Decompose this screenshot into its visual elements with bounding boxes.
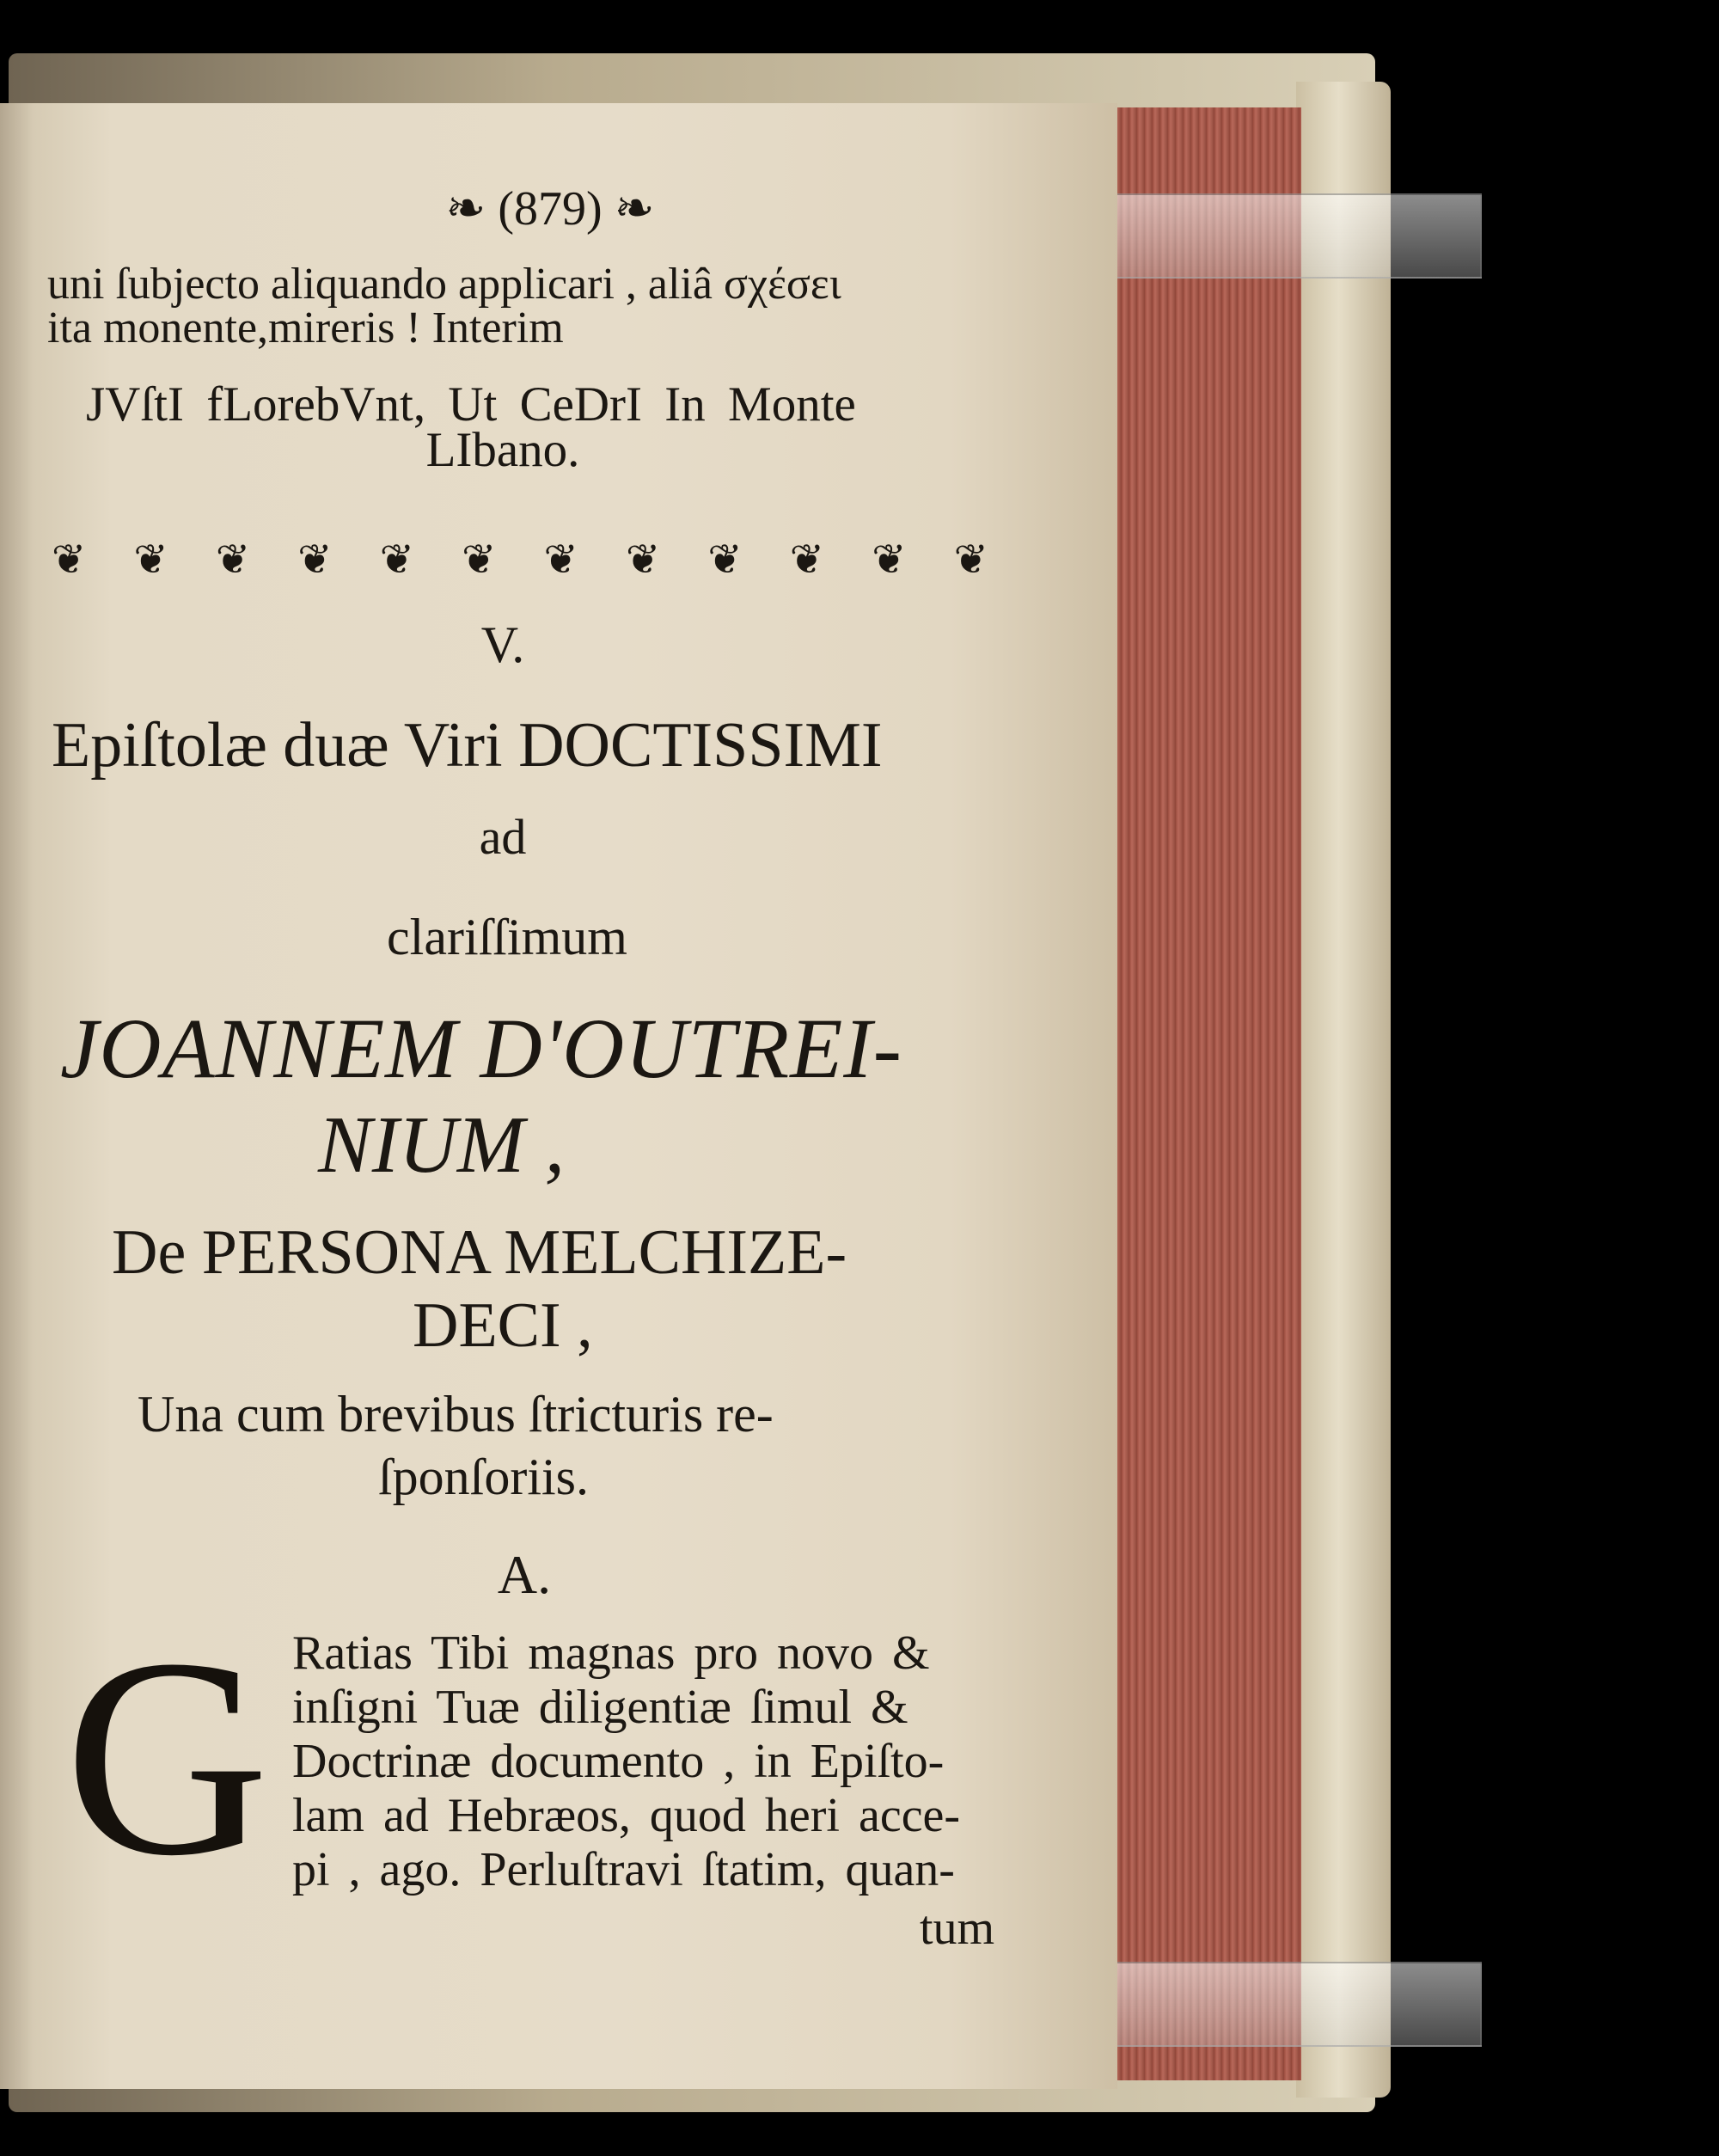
page-clip-bottom xyxy=(1074,1962,1482,2047)
body-line: Ratias Tibi magnas pro novo & xyxy=(292,1626,930,1680)
ornament-icon: ❦ xyxy=(133,537,168,583)
ornament-icon: ❦ xyxy=(462,537,497,583)
ornament-icon: ❦ xyxy=(215,537,251,583)
page-clip-top xyxy=(1074,193,1482,279)
ornament-icon: ❦ xyxy=(872,537,907,583)
letter-label: A. xyxy=(497,1544,552,1605)
title-line: clariſſimum xyxy=(387,909,627,965)
text-line: ita monente,mireris ! Interim xyxy=(47,303,564,352)
text-line: uni ſubjecto aliquando applicari , aliâ σχέσει xyxy=(47,260,841,309)
name-line: JOANNEM D'OUTREI- xyxy=(60,1001,902,1096)
ornament-icon: ❦ xyxy=(789,537,825,583)
name-line: NIUM , xyxy=(318,1100,566,1190)
chronogram-line: JVſtI fLorebVnt, Ut CeDrI In Monte xyxy=(86,377,856,432)
page-header: ❧ (879) ❧ xyxy=(445,182,655,236)
chronogram-line: LIbano. xyxy=(425,423,580,477)
ornament-icon: ❦ xyxy=(297,537,333,583)
ornament-icon: ❦ xyxy=(543,537,578,583)
body-line: lam ad Hebræos, quod heri acce- xyxy=(292,1789,961,1842)
title-line: ad xyxy=(479,809,527,865)
subject-line: De PERSONA MELCHIZE- xyxy=(112,1217,847,1288)
page-edges xyxy=(1110,107,1301,2080)
ornament-icon: ❦ xyxy=(707,537,743,583)
catchword: tum xyxy=(920,1902,995,1955)
section-number: V. xyxy=(480,616,525,673)
body-line: inſigni Tuæ diligentiæ ſimul & xyxy=(292,1681,908,1734)
subject-line: DECI , xyxy=(413,1290,593,1361)
title-line: Epiſtolæ duæ Viri DOCTISSIMI xyxy=(52,710,883,781)
subtitle-line: ſponſoriis. xyxy=(378,1449,590,1505)
book-cover-edge xyxy=(1296,82,1391,2098)
drop-cap: G xyxy=(64,1601,270,1914)
subtitle-line: Una cum brevibus ſtricturis re- xyxy=(138,1386,774,1442)
body-line: pi , ago. Perluſtravi ſtatim, quan- xyxy=(292,1843,955,1896)
ornament-band xyxy=(52,537,988,583)
ornament-icon: ❦ xyxy=(953,537,988,583)
body-line: Doctrinæ documento , in Epiſto- xyxy=(292,1735,945,1788)
ornament-icon: ❦ xyxy=(379,537,414,583)
ornament-icon: ❦ xyxy=(625,537,661,583)
ornament-icon: ❦ xyxy=(52,537,87,583)
